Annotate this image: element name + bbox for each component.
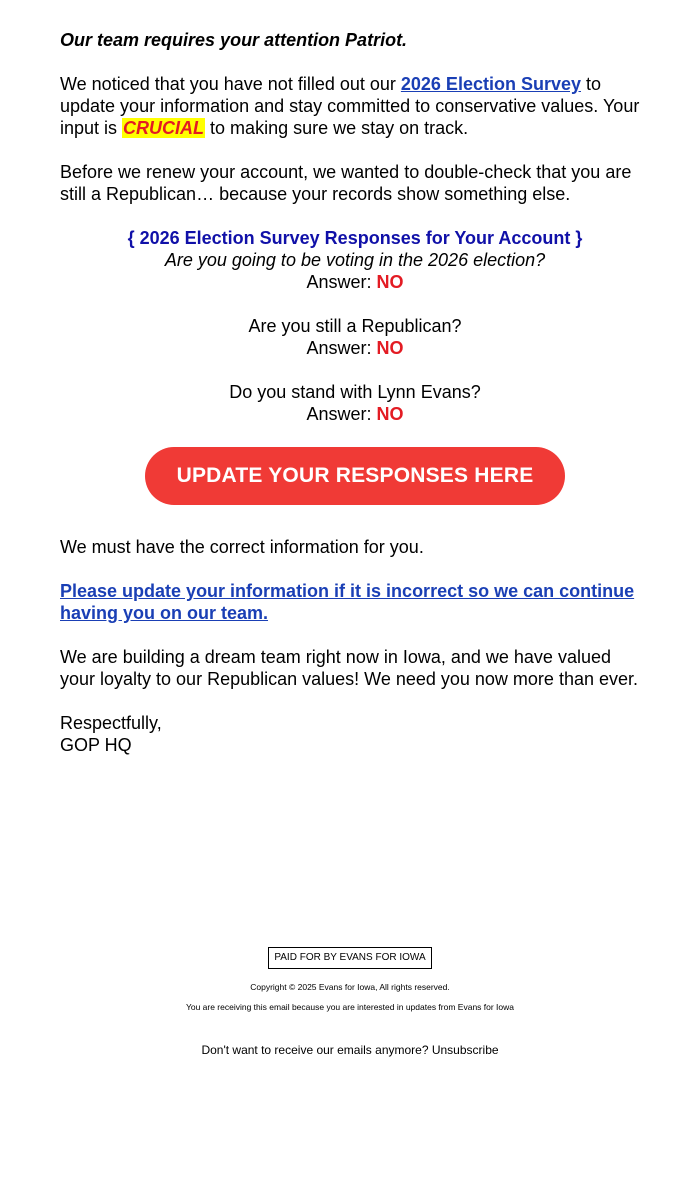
- survey-question-block: [60, 315, 650, 359]
- answer-value: NO: [376, 404, 404, 424]
- update-info-paragraph: [60, 580, 650, 624]
- survey-title: { 2026 Election Survey Responses for Your Account }: [127, 228, 583, 248]
- signature: GOP HQ: [60, 735, 132, 755]
- footer: [0, 947, 700, 1057]
- answer-label: Answer:: [306, 404, 377, 424]
- survey-answer: [60, 337, 650, 359]
- survey-question: Are you still a Republican?: [248, 316, 462, 336]
- renewal-paragraph: Before we renew your account, we wanted to double-check that you are still a Republican… because your records show something else.: [60, 162, 632, 204]
- paid-for-disclaimer: PAID FOR BY EVANS FOR IOWA: [268, 947, 431, 969]
- receiving-notice: You are receiving this email because you are interested in updates from Evans for Iowa: [185, 1002, 515, 1012]
- unsubscribe-prompt: Don't want to receive our emails anymore?: [201, 1043, 432, 1057]
- survey-question-block: [60, 227, 650, 293]
- survey-question-block: [60, 381, 650, 425]
- crucial-highlight: CRUCIAL: [123, 118, 205, 138]
- answer-label: Answer:: [306, 272, 377, 292]
- email-body: [60, 29, 650, 756]
- survey-answer: [60, 403, 650, 425]
- correct-info-text: We must have the correct information for you.: [60, 537, 424, 557]
- dream-team-paragraph: We are building a dream team right now in Iowa, and we have valued your loyalty to our Republican values! We need you now more than ever.: [60, 647, 638, 689]
- survey-link[interactable]: 2026 Election Survey: [400, 74, 581, 94]
- signoff: Respectfully,: [60, 713, 162, 733]
- unsubscribe-line: [0, 1043, 700, 1057]
- greeting: Our team requires your attention Patriot.: [60, 30, 408, 50]
- intro-text-end: to making sure we stay on track.: [205, 118, 469, 138]
- answer-value: NO: [376, 338, 404, 358]
- survey-responses: [60, 227, 650, 425]
- survey-question: Do you stand with Lynn Evans?: [229, 382, 481, 402]
- update-responses-button[interactable]: UPDATE YOUR RESPONSES HERE: [145, 447, 565, 505]
- intro-text-middle: to update your information and stay committed to conservative values. Your input is: [60, 74, 640, 138]
- cta-container: [60, 447, 650, 505]
- update-info-link[interactable]: Please update your information if it is incorrect so we can continue having you on our team.: [60, 581, 635, 623]
- intro-text-start: We noticed that you have not filled out our: [60, 74, 401, 94]
- answer-value: NO: [376, 272, 404, 292]
- answer-label: Answer:: [306, 338, 377, 358]
- intro-paragraph: [60, 73, 650, 139]
- survey-question: Are you going to be voting in the 2026 election?: [164, 250, 546, 270]
- survey-answer: [60, 271, 650, 293]
- copyright-text: Copyright © 2025 Evans for Iowa, All rights reserved.: [250, 982, 450, 992]
- unsubscribe-link[interactable]: Unsubscribe: [431, 1043, 499, 1057]
